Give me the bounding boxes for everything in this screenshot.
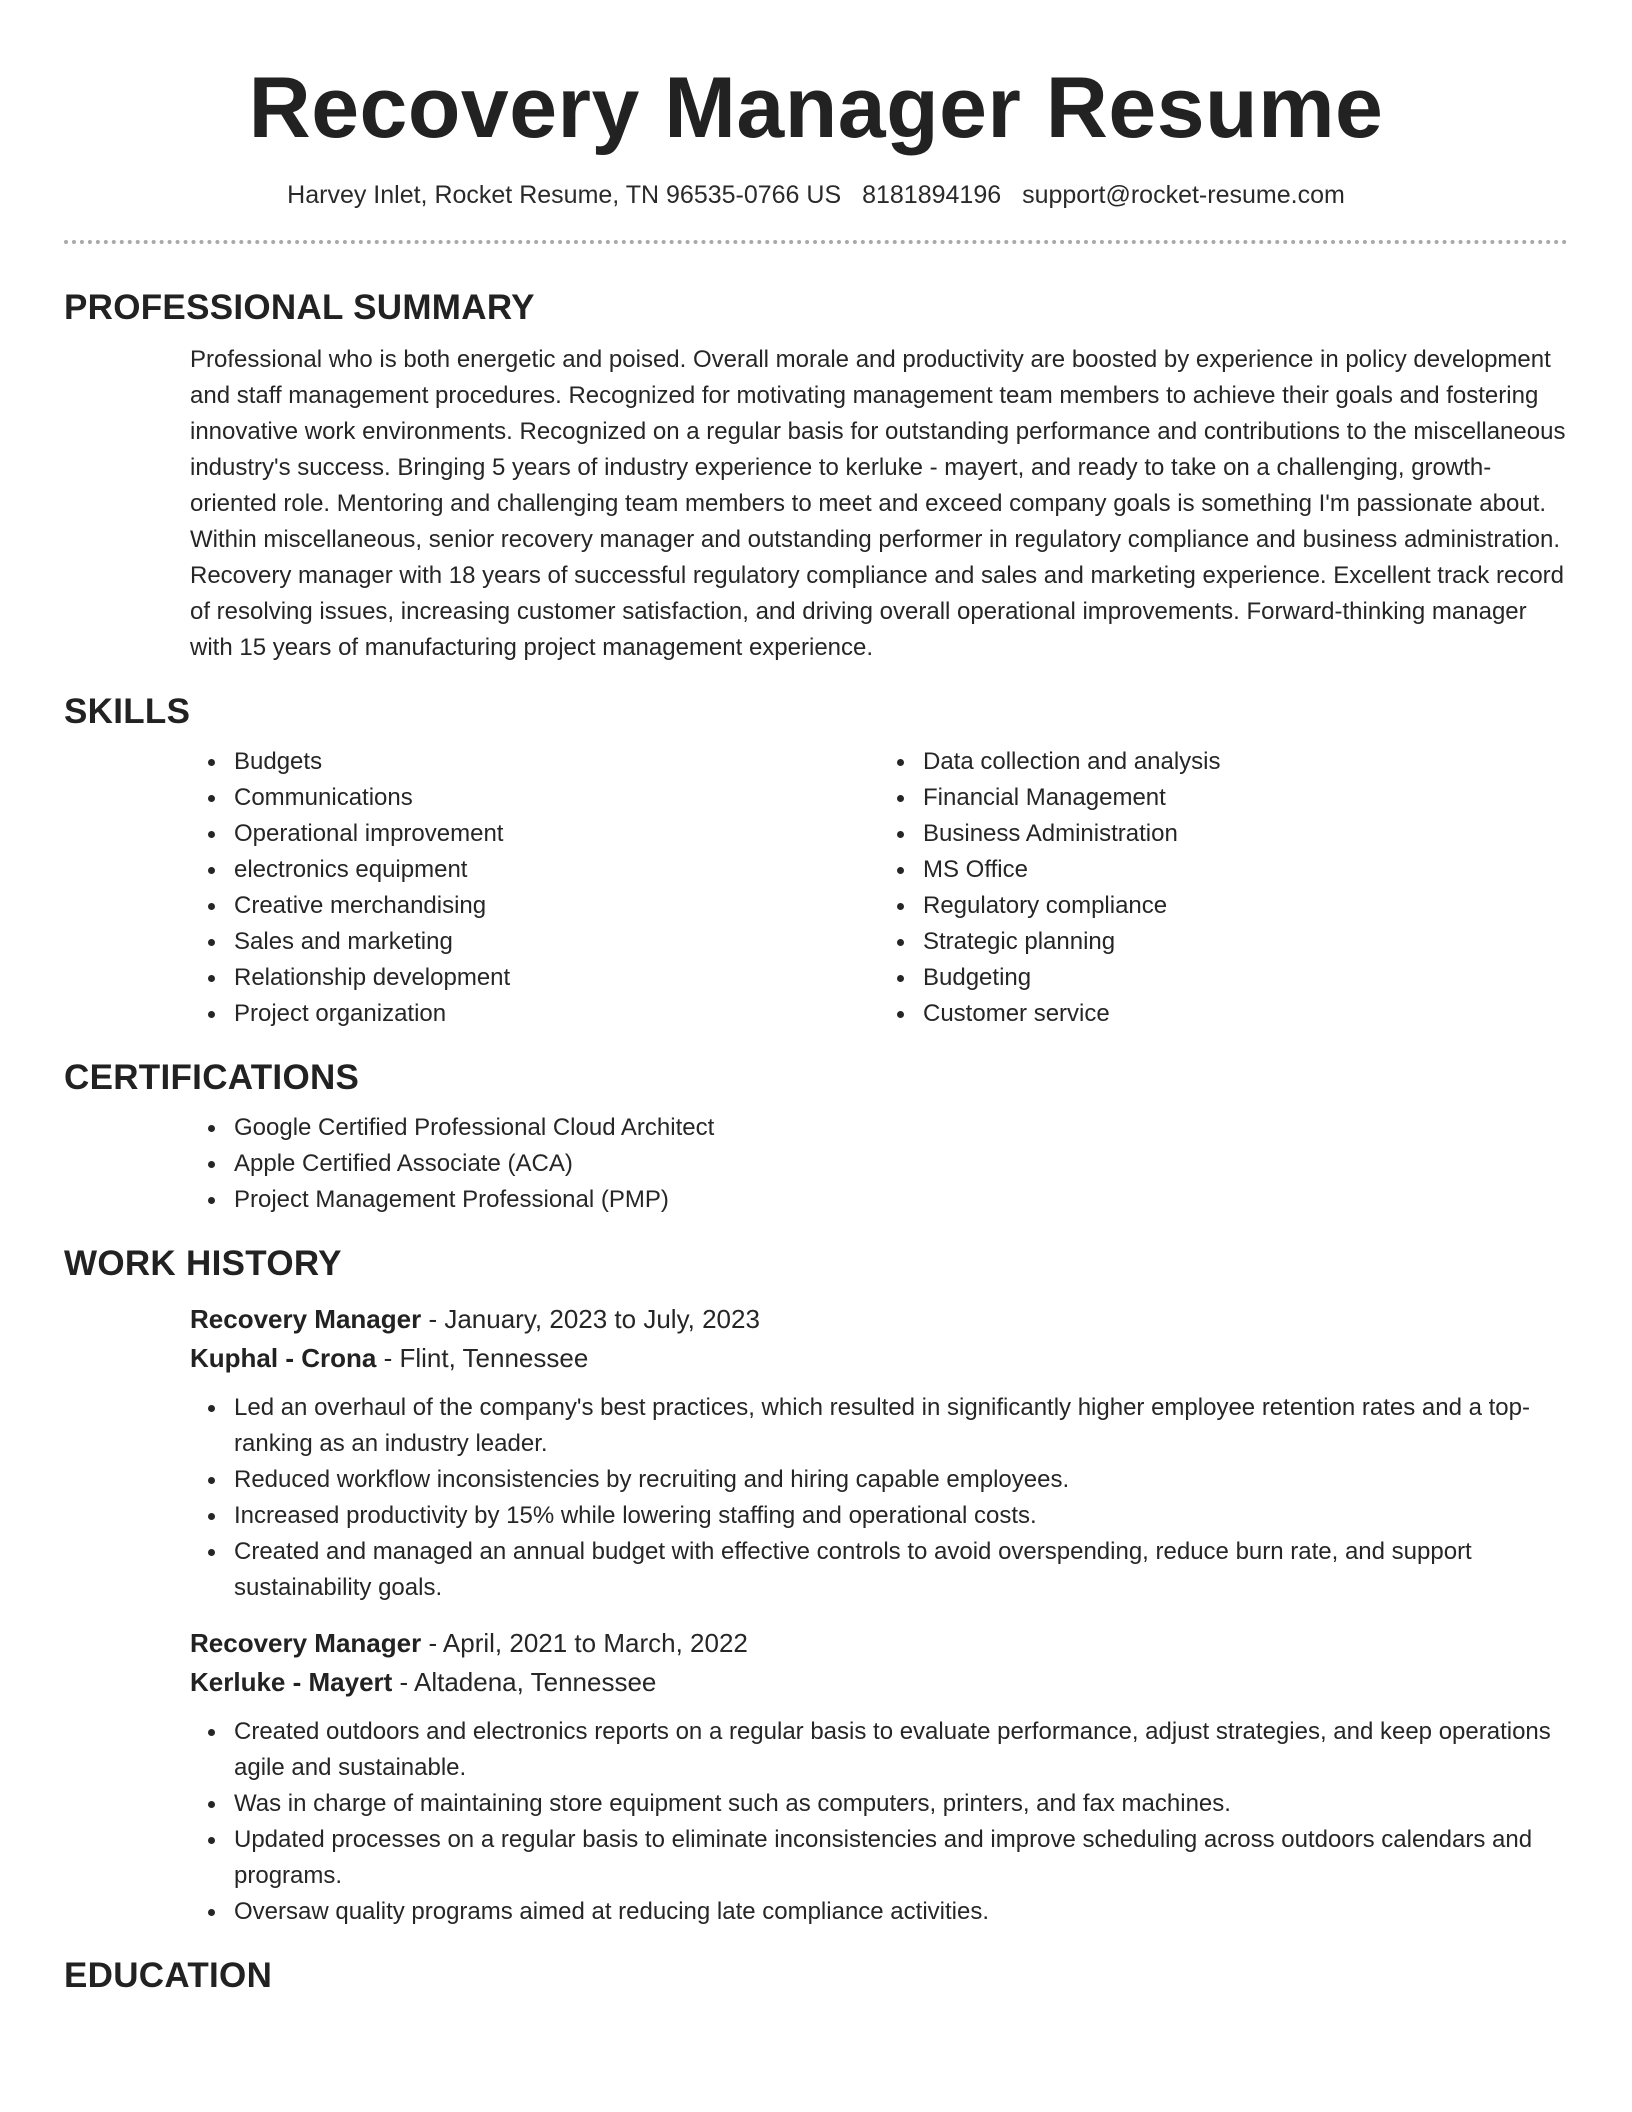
job-title-line xyxy=(190,1624,1568,1663)
skill-item: Strategic planning xyxy=(923,924,1568,960)
skill-item: Regulatory compliance xyxy=(923,888,1568,924)
certification-item: Google Certified Professional Cloud Architect xyxy=(234,1110,1568,1146)
job-location: - Altadena, Tennessee xyxy=(392,1667,657,1697)
skill-item: Communications xyxy=(234,780,879,816)
skill-item: Creative merchandising xyxy=(234,888,879,924)
certification-item: Apple Certified Associate (ACA) xyxy=(234,1146,1568,1182)
work-history-heading: WORK HISTORY xyxy=(64,1244,342,1283)
job-location: - Flint, Tennessee xyxy=(376,1343,589,1373)
job-bullet: Led an overhaul of the company's best practices, which resulted in significantly higher employee retention rates and a top-ranking as an industry leader. xyxy=(234,1390,1568,1462)
job-company-line xyxy=(190,1339,1568,1378)
job-bullet: Oversaw quality programs aimed at reducing late compliance activities. xyxy=(234,1894,1568,1930)
skill-item: MS Office xyxy=(923,852,1568,888)
job-dates: - April, 2021 to March, 2022 xyxy=(421,1628,748,1658)
job-company-line xyxy=(190,1663,1568,1702)
certifications-list xyxy=(190,1110,1568,1218)
summary-heading: PROFESSIONAL SUMMARY xyxy=(64,288,535,327)
header-divider xyxy=(64,240,1568,244)
skill-item: Budgets xyxy=(234,744,879,780)
job-title-line xyxy=(190,1300,1568,1339)
skill-item: Sales and marketing xyxy=(234,924,879,960)
job-entry xyxy=(190,1300,1568,1606)
contact-line xyxy=(64,178,1568,212)
skill-item: Business Administration xyxy=(923,816,1568,852)
skill-item: Financial Management xyxy=(923,780,1568,816)
job-bullets xyxy=(190,1714,1568,1930)
contact-email: support@rocket-resume.com xyxy=(1022,181,1345,209)
job-entry xyxy=(190,1624,1568,1930)
job-company: Kuphal - Crona xyxy=(190,1343,377,1373)
education-heading: EDUCATION xyxy=(64,1956,273,1995)
certifications-items xyxy=(190,1110,1568,1218)
skills-column-left xyxy=(190,744,879,1032)
job-bullets xyxy=(190,1390,1568,1606)
skill-item: Project organization xyxy=(234,996,879,1032)
contact-address: Harvey Inlet, Rocket Resume, TN 96535-0766 US xyxy=(287,181,842,209)
contact-phone: 8181894196 xyxy=(862,181,1002,209)
job-dates: - January, 2023 to July, 2023 xyxy=(421,1304,760,1334)
skill-item: Customer service xyxy=(923,996,1568,1032)
certifications-heading: CERTIFICATIONS xyxy=(64,1058,360,1097)
job-company: Kerluke - Mayert xyxy=(190,1667,393,1697)
skills-list xyxy=(190,744,1568,1032)
summary-text: Professional who is both energetic and poised. Overall morale and productivity are boosted by experience in policy development and staff management procedures. Recognized for motivating management team members to achieve their goals and fostering innovative work environments. Recognized on a regular basis for outstanding performance and contributions to the miscellaneous industry's success. Bringing 5 years of industry experience to kerluke - mayert, and ready to take on a challenging, growth-oriented role. Mentoring and challenging team members to meet and exceed company goals is something I'm passionate about. Within miscellaneous, senior recovery manager and outstanding performer in regulatory compliance and business administration. Recovery manager with 18 years of successful regulatory compliance and sales and marketing experience. Excellent track record of resolving issues, increasing customer satisfaction, and driving overall operational improvements. Forward-thinking manager with 15 years of manufacturing project management experience. xyxy=(190,346,1566,661)
job-bullet: Updated processes on a regular basis to eliminate inconsistencies and improve scheduling across outdoors calendars and programs. xyxy=(234,1822,1568,1894)
job-bullet: Was in charge of maintaining store equipment such as computers, printers, and fax machines. xyxy=(234,1786,1568,1822)
skill-item: Operational improvement xyxy=(234,816,879,852)
skill-item: Relationship development xyxy=(234,960,879,996)
job-bullet: Increased productivity by 15% while lowering staffing and operational costs. xyxy=(234,1498,1568,1534)
resume-page xyxy=(64,0,1568,1998)
job-bullet: Reduced workflow inconsistencies by recruiting and hiring capable employees. xyxy=(234,1462,1568,1498)
skills-heading: SKILLS xyxy=(64,692,191,731)
skill-item: Budgeting xyxy=(923,960,1568,996)
job-title: Recovery Manager xyxy=(190,1628,422,1658)
skills-column-right xyxy=(879,744,1568,1032)
resume-title: Recovery Manager Resume xyxy=(248,60,1384,156)
job-title: Recovery Manager xyxy=(190,1304,422,1334)
job-bullet: Created and managed an annual budget with effective controls to avoid overspending, reduce burn rate, and support sustainability goals. xyxy=(234,1534,1568,1606)
skill-item: electronics equipment xyxy=(234,852,879,888)
job-bullet: Created outdoors and electronics reports on a regular basis to evaluate performance, adjust strategies, and keep operations agile and sustainable. xyxy=(234,1714,1568,1786)
skill-item: Data collection and analysis xyxy=(923,744,1568,780)
certification-item: Project Management Professional (PMP) xyxy=(234,1182,1568,1218)
